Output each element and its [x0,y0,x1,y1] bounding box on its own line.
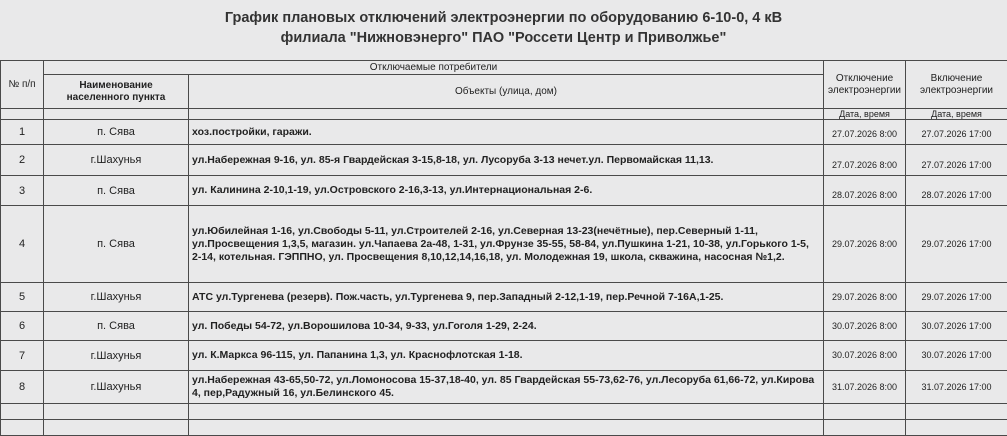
row-off-time: 30.07.2026 8:00 [824,341,906,371]
row-off-time: 29.07.2026 8:00 [824,206,906,283]
row-objects: хоз.постройки, гаражи. [189,120,824,145]
row-on-time: 27.07.2026 17:00 [906,120,1007,145]
header-spacer [44,109,189,120]
header-consumers: Отключаемые потребители [44,61,824,75]
row-settlement: г.Шахунья [44,283,189,312]
row-objects: ул. Победы 54-72, ул.Ворошилова 10-34, 9-33, ул.Гоголя 1-29, 2-24. [189,312,824,341]
empty-cell [824,404,906,420]
table-row [1,371,1007,404]
empty-cell [906,420,1007,436]
row-num: 3 [1,176,44,206]
row-settlement: п. Сява [44,176,189,206]
row-off-time: 29.07.2026 8:00 [824,283,906,312]
row-objects: ул.Набережная 43-65,50-72, ул.Ломоносова 15-37,18-40, ул. 85 Гвардейская 55-73,62-76, ул.Лесоруба 61,66-72, ул.Кирова 4, пер,Радужный 16, ул.Белинского 45. [189,371,824,404]
row-num: 5 [1,283,44,312]
empty-cell [1,420,44,436]
row-settlement: п. Сява [44,120,189,145]
row-on-time: 27.07.2026 17:00 [906,145,1007,176]
table-row [1,312,1007,341]
row-objects: ул. К.Маркса 96-115, ул. Папанина 1,3, ул. Краснофлотская 1-18. [189,341,824,371]
row-off-time: 30.07.2026 8:00 [824,312,906,341]
row-num: 4 [1,206,44,283]
header-settlement: Наименование населенного пункта [44,75,189,109]
table-row [1,120,1007,145]
row-on-time: 28.07.2026 17:00 [906,176,1007,206]
empty-cell [1,404,44,420]
table-row [1,176,1007,206]
row-settlement: г.Шахунья [44,371,189,404]
row-objects: ул.Юбилейная 1-16, ул.Свободы 5-11, ул.Строителей 2-16, ул.Северная 13-23(нечётные), пер.Северный 1-11, ул.Просвещения 1,3,5, магазин. ул.Чапаева 2а-48, 1-31, ул.Фрунзе 35-55, 58-84, ул.Пушкина 1-21, 10-38, ул.Горького 1-5, 2-14, котельная. ГЭППНО, ул. Просвещения 8,10,12,14,16,18, ул. Молодежная 19, школа, скважина, насосная №1,2. [189,206,824,283]
row-on-time: 31.07.2026 17:00 [906,371,1007,404]
document-title [0,8,1007,48]
header-spacer [189,109,824,120]
row-off-time: 28.07.2026 8:00 [824,176,906,206]
row-objects: ул.Набережная 9-16, ул. 85-я Гвардейская 3-15,8-18, ул. Лусоруба 3-13 нечет.ул. Первомайская 11,13. [189,145,824,176]
empty-cell [44,404,189,420]
header-objects: Объекты (улица, дом) [189,75,824,109]
row-settlement: п. Сява [44,312,189,341]
row-objects: АТС ул.Тургенева (резерв). Пож.часть, ул.Тургенева 9, пер.Западный 2-12,1-19, пер.Речной 7-16А,1-25. [189,283,824,312]
table-row [1,145,1007,176]
row-num: 6 [1,312,44,341]
empty-cell [824,420,906,436]
title-line-1: График плановых отключений электроэнергии по оборудованию 6-10-0, 4 кВ [0,8,1007,28]
table-row [1,341,1007,371]
header-num: № п/п [1,61,44,109]
row-settlement: г.Шахунья [44,341,189,371]
row-settlement: г.Шахунья [44,145,189,176]
empty-cell [906,404,1007,420]
row-on-time: 30.07.2026 17:00 [906,312,1007,341]
table-row-empty [1,420,1007,436]
row-on-time: 30.07.2026 17:00 [906,341,1007,371]
empty-cell [189,404,824,420]
header-off-sub: Дата, время [824,109,906,120]
row-off-time: 31.07.2026 8:00 [824,371,906,404]
row-on-time: 29.07.2026 17:00 [906,206,1007,283]
outage-schedule-table [0,60,1007,436]
row-num: 8 [1,371,44,404]
row-num: 2 [1,145,44,176]
header-on-sub: Дата, время [906,109,1007,120]
row-num: 7 [1,341,44,371]
row-off-time: 27.07.2026 8:00 [824,120,906,145]
row-off-time: 27.07.2026 8:00 [824,145,906,176]
table-row [1,206,1007,283]
header-spacer [1,109,44,120]
empty-cell [189,420,824,436]
row-settlement: п. Сява [44,206,189,283]
title-line-2: филиала "Нижновэнерго" ПАО "Россети Центр и Приволжье" [0,28,1007,48]
header-on: Включение электроэнергии [906,61,1007,109]
empty-cell [44,420,189,436]
header-off: Отключение электроэнергии [824,61,906,109]
row-objects: ул. Калинина 2-10,1-19, ул.Островского 2-16,3-13, ул.Интернациональная 2-6. [189,176,824,206]
table-row [1,283,1007,312]
row-num: 1 [1,120,44,145]
row-on-time: 29.07.2026 17:00 [906,283,1007,312]
table-row-empty [1,404,1007,420]
